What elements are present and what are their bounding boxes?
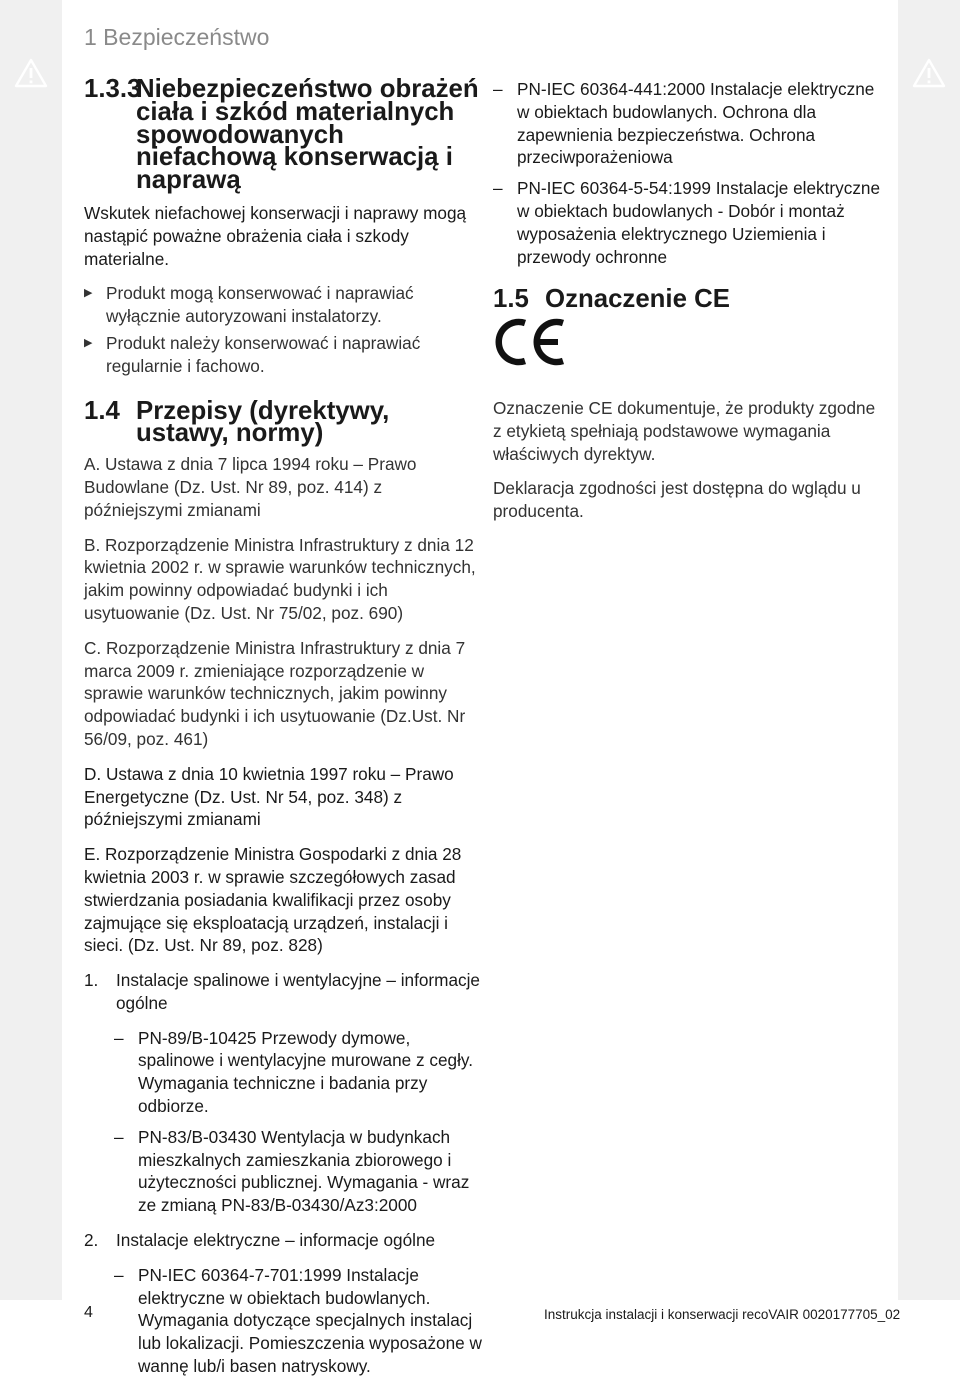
numbered-item [84, 969, 484, 1015]
warning-icon [912, 58, 946, 88]
bullet-text: Produkt należy konserwować i naprawiać regularnie i fachowo. [106, 332, 421, 376]
ce-paragraph: Oznaczenie CE dokumentuje, że produkty zgodne z etykietą spełniają podstawowe wymagania właściwych dyrektyw. [493, 397, 876, 464]
triangle-bullet-icon: ▶ [84, 336, 93, 349]
list-item [114, 1126, 484, 1217]
document-reference: Instrukcja instalacji i konserwacji recoVAIR 0020177705_02 [544, 1307, 901, 1322]
list-item [84, 332, 484, 378]
item-number: 2. [84, 1230, 99, 1251]
left-margin-strip [0, 0, 62, 1300]
section-title: Oznaczenie CE [545, 285, 730, 314]
dash-bullet: – [493, 79, 503, 99]
standard-text: PN-83/B-03430 Wentylacja w budynkach mieszkalnych zamieszkania zbiorowego i użyteczności publicznej. Wymagania - wraz ze zmianą PN-83/B-03430/Az3:2000 [138, 1126, 470, 1216]
standard-text: PN-IEC 60364-441:2000 Instalacje elektryczne w obiektach budowlanych. Ochrona dla zapewnienia bezpieczeństwa. Ochrona przeciwporażeniowa [517, 79, 875, 168]
section-number: 1.5 [493, 285, 529, 314]
standard-text: PN-IEC 60364-7-701:1999 Instalacje elektryczne w obiektach budowlanych. Wymagania dotyczące specjalnych instalacj lub lokalizacji. Pomieszczenia wyposażone w wannę lub/i basen natryskowy. [138, 1264, 482, 1377]
intro-paragraph: Wskutek niefachowej konserwacji i naprawy mogą nastąpić poważne obrażenia ciała i szkody materialne. [84, 202, 467, 269]
triangle-bullet-icon: ▶ [84, 287, 93, 300]
regulation-item: E. Rozporządzenie Ministra Gospodarki z dnia 28 kwietnia 2003 r. w sprawie szczegółowych zasad stwierdzania posiadania kwalifikacji przez osoby zajmujące się eksploatacją urządzeń, instalacji i sieci. (Dz. Ust. Nr 89, poz. 828) [84, 844, 462, 956]
regulation-item: B. Rozporządzenie Ministra Infrastruktury z dnia 12 kwietnia 2002 r. w sprawie warunków technicznych, jakim powinny odpowiadać budynki i ich usytuowanie (Dz. Ust. Nr 75/02, poz. 690) [84, 534, 476, 623]
section-title: Przepisy (dyrektywy, ustawy, normy) [136, 396, 390, 448]
standard-text: PN-IEC 60364-5-54:1999 Instalacje elektryczne w obiektach budowlanych - Dobór i montaż wyposażenia elektrycznego Uziemienia i przewody ochronne [517, 178, 881, 267]
list-item [114, 1264, 484, 1378]
bullet-text: Produkt mogą konserwować i naprawiać wyłącznie autoryzowani instalatorzy. [106, 283, 414, 327]
section-heading-1-4 [84, 396, 484, 448]
left-column [84, 75, 484, 1386]
list-item [84, 282, 484, 328]
standard-text: PN-89/B-10425 Przewody dymowe, spalinowe i wentylacyjne murowane z cegły. Wymagania techniczne i badania przy odbiorze. [138, 1027, 473, 1117]
page-number: 4 [84, 1304, 93, 1321]
dash-bullet: – [114, 1027, 124, 1048]
right-margin-strip [898, 0, 960, 1300]
dash-bullet: – [114, 1126, 124, 1147]
regulation-item: C. Rozporządzenie Ministra Infrastruktury z dnia 7 marca 2009 r. zmieniające rozporządzenie w sprawie warunków technicznych, jakim powinny odpowiadać budynki i ich usytuowanie (Dz.Ust. Nr 56/09, poz. 461) [84, 637, 466, 749]
list-item [114, 1027, 484, 1118]
item-title: Instalacje elektryczne – informacje ogólne [116, 1230, 436, 1251]
page-header: 1 Bezpieczeństwo [84, 24, 270, 50]
dash-bullet: – [493, 178, 503, 199]
section-number: 1.3.3 [84, 75, 142, 103]
list-item [493, 177, 883, 268]
item-title: Instalacje spalinowe i wentylacyjne – informacje ogólne [116, 970, 480, 1013]
regulation-item: D. Ustawa z dnia 10 kwietnia 1997 roku – Prawo Energetyczne (Dz. Ust. Nr 54, poz. 348) z późniejszymi zmianami [84, 763, 454, 830]
section-heading-1-3-3 [84, 75, 484, 195]
numbered-item [84, 1229, 484, 1252]
right-column [493, 78, 883, 535]
ce-paragraph: Deklaracja zgodności jest dostępna do wglądu u producenta. [493, 478, 861, 522]
section-number: 1.4 [84, 396, 120, 425]
list-item [493, 78, 883, 169]
warning-icon [14, 58, 48, 88]
item-number: 1. [84, 970, 99, 991]
ce-mark-icon [493, 315, 567, 369]
regulation-item: A. Ustawa z dnia 7 lipca 1994 roku – Prawo Budowlane (Dz. Ust. Nr 89, poz. 414) z późniejszymi zmianami [84, 454, 417, 520]
section-heading-1-5 [493, 285, 883, 314]
section-title: Niebezpieczeństwo obrażeń ciała i szkód materialnych spowodowanych niefachową konserwacją i naprawą [136, 75, 479, 195]
dash-bullet: – [114, 1264, 124, 1285]
